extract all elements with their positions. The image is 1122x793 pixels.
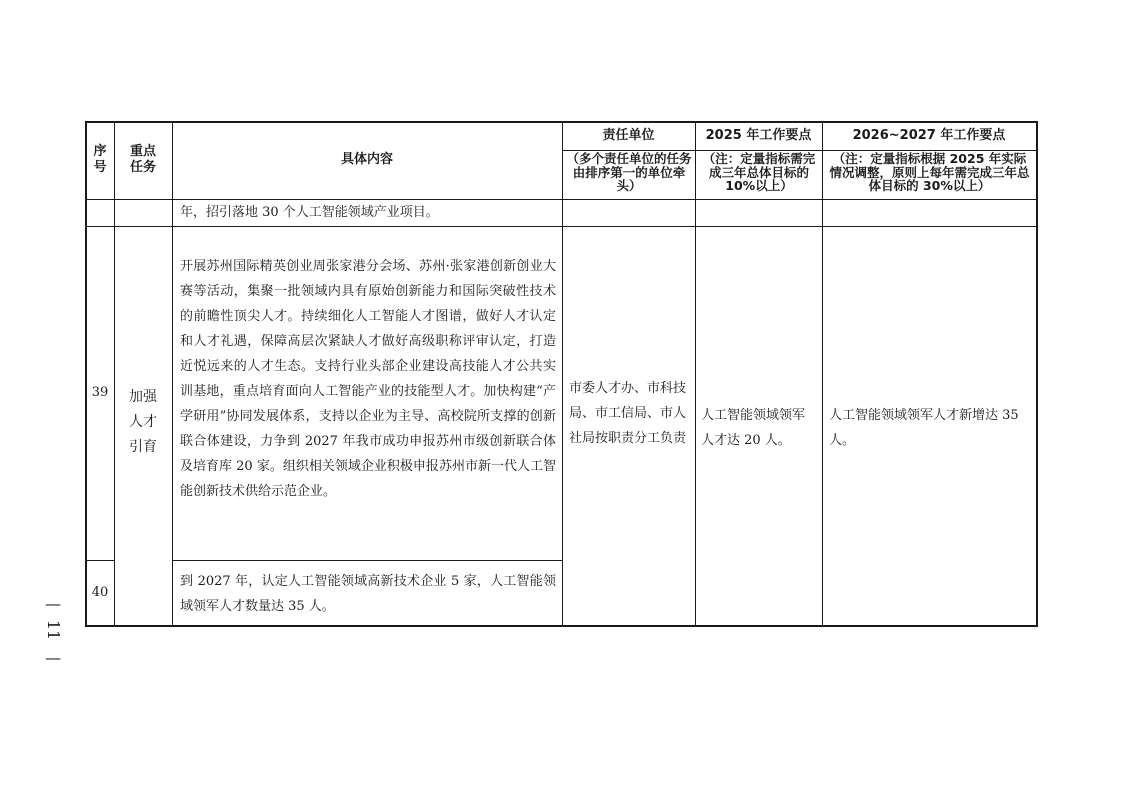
merged-goal-2025: 人工智能领域领军人才达 20 人。 [701,408,806,448]
row-40-index: 40 [91,585,109,600]
col-line-unit [695,121,696,626]
table-right-border [1036,121,1038,627]
header-2026-note: （注：定量指标根据 2025 年实际情况调整，原则上每年需完成三年总体目标的 30%以上） [829,151,1030,193]
header-2025-title: 2025 年工作要点 [705,128,812,143]
row-39-index: 39 [91,385,109,400]
header-unit-note: （多个责任单位的任务由排序第一的单位牵头） [566,151,692,193]
table-left-border [85,121,87,627]
header-2026-title: 2026~2027 年工作要点 [852,128,1006,143]
row-40-content: 到 2027 年，认定人工智能领域高新技术企业 5 家，人工智能领域领军人才数量达 35 人。 [180,574,556,614]
col-line-index [114,121,115,626]
merged-task: 加强人才引育 [129,389,157,455]
col-line-task [172,121,173,626]
merged-goal-2026-2027: 人工智能领域领军人才新增达 35 人。 [829,408,1019,448]
continuation-row-content: 年，招引落地 30 个人工智能领域产业项目。 [180,205,439,220]
header-index: 序号 [93,144,107,175]
row-39-bottom-line [85,560,114,561]
header-content: 具体内容 [340,152,393,167]
page-number: — 11 — [44,594,63,667]
header-task: 重点任务 [129,144,156,175]
merged-responsible-unit: 市委人才办、市科技局、市工信局、市人社局按职责分工负责 [569,381,687,446]
col-line-content [562,121,563,626]
header-unit-title: 责任单位 [602,128,655,143]
row-39-content: 开展苏州国际精英创业周张家港分会场、苏州·张家港创新创业大赛等活动，集聚一批领域内具有原始创新能力和国际突破性技术的前瞻性顶尖人才。持续细化人工智能人才图谱，做好人才认定和人才礼遇，保障高层次紧缺人才做好高级职称评审认定，打造近悦远来的人才生态。支持行业头部企业建设高技能人才公共实训基地，重点培育面向人工智能产业的技能型人才。加快构建“产学研用”协同发展体系，支持以企业为主导、高校院所支撑的创新联合体建设，力争到 2027 年我市成功申报苏州市级创新联合体及培育库 20 家。组织相关领域企业积极申报苏州市新一代人工智能创新技术供给示范企业。 [180,259,556,499]
col-line-2025 [822,121,823,626]
row-39-content-bottom-line [172,560,562,561]
page-number-value: 11 [44,619,63,641]
header-2025-note: （注：定量指标需完成三年总体目标的 10%以上） [702,151,816,193]
